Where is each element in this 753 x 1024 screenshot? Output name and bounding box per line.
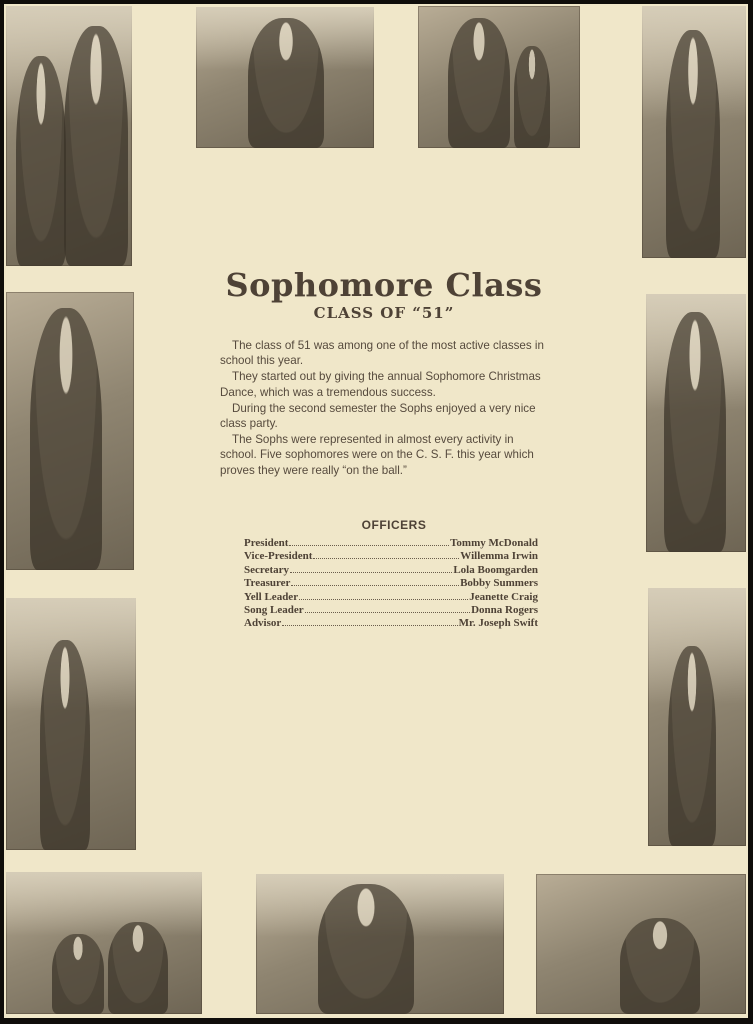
paragraph: The Sophs were represented in almost every activity in school. Five sophomores were on the C. S. F. this year which proves they were really “on the ball.” — [220, 433, 534, 477]
officer-role: Song Leader — [244, 603, 304, 616]
leader-dots — [305, 612, 470, 613]
photo-two-boys-by-building — [418, 6, 580, 148]
officer-role: Treasurer — [244, 577, 291, 590]
officer-name: Jeanette Craig — [469, 590, 538, 603]
officer-role: Advisor — [244, 617, 282, 630]
officer-name: Bobby Summers — [460, 577, 538, 590]
photo-girl-smiling-outdoors — [196, 7, 374, 148]
officer-role: Vice-President — [244, 550, 313, 563]
officers-heading: OFFICERS — [361, 518, 427, 532]
photo-girl-in-striped-top — [646, 294, 746, 552]
officer-row — [244, 617, 538, 630]
officer-row — [244, 550, 538, 563]
officer-row — [244, 591, 538, 604]
officers-list — [244, 537, 538, 631]
officer-row — [244, 537, 538, 550]
photo-girl-standing-on-road — [6, 598, 136, 850]
leader-dots — [299, 599, 468, 600]
officer-row — [244, 577, 538, 590]
page-subtitle: CLASS OF “51” — [313, 304, 455, 322]
photo-girl-in-dark-skirt — [642, 6, 746, 258]
officer-role: Yell Leader — [244, 590, 299, 603]
photo-girl-in-light-dress — [6, 292, 134, 570]
officer-name: Tommy McDonald — [450, 537, 538, 549]
leader-dots — [289, 545, 449, 546]
photo-girl-with-scarf — [648, 588, 746, 846]
leader-dots — [282, 625, 457, 626]
officer-name: Mr. Joseph Swift — [458, 617, 538, 630]
paragraph: They started out by giving the annual Sophomore Christmas Dance, which was a tremendous success. — [220, 370, 541, 399]
paragraph: The class of 51 was among one of the most active classes in school this year. — [220, 339, 544, 368]
page-title: Sophomore Class — [225, 266, 543, 304]
officer-name: Lola Boomgarden — [453, 563, 538, 576]
photo-boy-crouching-by-fence — [536, 874, 746, 1014]
officer-name: Willemma Irwin — [460, 550, 538, 563]
leader-dots — [291, 585, 459, 586]
leader-dots — [290, 572, 452, 573]
officer-row — [244, 604, 538, 617]
photo-two-students-holding-books — [6, 6, 132, 266]
officer-role: Secretary — [244, 563, 289, 576]
leader-dots — [313, 558, 459, 559]
yearbook-page — [4, 4, 748, 1018]
photo-two-girls-outdoors — [6, 872, 202, 1014]
officer-role: President — [244, 537, 289, 549]
photo-smiling-student-closeup — [256, 874, 504, 1014]
paragraph: During the second semester the Sophs enjoyed a very nice class party. — [220, 401, 536, 431]
officer-name: Donna Rogers — [471, 603, 538, 616]
class-description — [220, 338, 550, 479]
officer-row — [244, 564, 538, 577]
